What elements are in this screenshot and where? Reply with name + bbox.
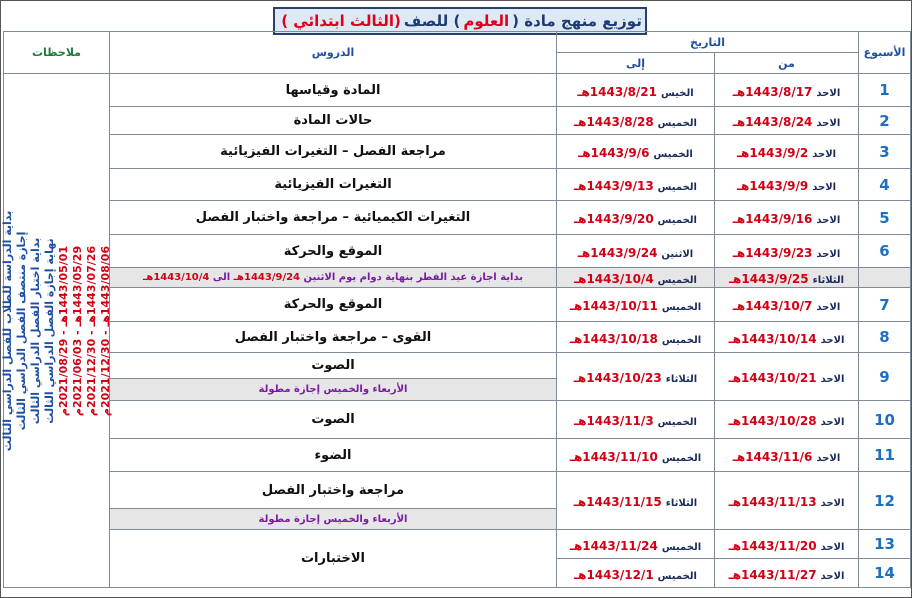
lesson-title: الموقع والحركة [110,288,557,322]
week-number: 8 [859,322,911,353]
header-date: التاريخ [557,32,859,53]
note-date-1: 1443/05/01هـ - 2021/08/29م [56,245,70,416]
table-row [4,201,911,235]
to-date: 1443/11/15هـ [573,495,662,509]
header-notes: ملاحظات [4,32,110,74]
to-date: 1443/9/24هـ [577,245,658,260]
lesson-title: القوى – مراجعة واختبار الفصل [110,322,557,353]
lesson-title: مراجعة واختبار الفصل [110,472,557,509]
lesson-title: التغيرات الكيميائية – مراجعة واختبار الفصل [110,201,557,235]
from-date: 1443/10/7هـ [732,299,813,313]
table-row [4,74,911,107]
to-date: 1443/11/3هـ [574,414,654,428]
from-date: 1443/9/9هـ [736,179,809,193]
week-number: 1 [859,74,911,107]
holiday-note: الأربعاء والخميس إجازة مطولة [110,379,557,401]
title-subject: العلوم [463,12,510,30]
from-day: الاحد [816,118,841,129]
from-date: 1443/11/27هـ [728,567,817,582]
from-date: 1443/11/20هـ [728,538,817,553]
title-part1: توزيع منهج مادة ( [512,12,642,30]
from-cell [715,530,859,559]
from-cell [715,353,859,401]
note-label-3: بداية اختبار الفصل الدراسي الثالث [28,237,42,424]
table-row [4,472,911,509]
to-day: الخميس [657,570,697,582]
week-number: 3 [859,135,911,169]
from-day: الاحد [820,374,845,385]
from-cell [715,288,859,322]
note-date-2: 1443/05/29هـ - 2021/06/03م [70,245,84,416]
from-day: الاحد [812,182,837,193]
from-day: الاحد [820,417,845,428]
to-cell [557,401,715,439]
lesson-title: الصوت [110,401,557,439]
table-row [4,235,911,268]
eid-holiday-row [4,268,911,288]
week-number: 4 [859,169,911,201]
from-day: الاحد [820,334,845,346]
header-lessons: الدروس [110,32,557,74]
from-day: الاحد [820,498,845,509]
from-cell [715,135,859,169]
week-number: 5 [859,201,911,235]
from-cell [715,169,859,201]
table-row [4,322,911,353]
eid-date-b: 1443/10/4هـ [142,272,210,283]
week-number: 9 [859,353,911,401]
week-number: 2 [859,107,911,135]
to-day: الخميس [661,452,702,464]
lesson-title: الموقع والحركة [110,235,557,268]
note-date-4: 1443/08/06هـ - 2021/12/30م [98,245,112,416]
lesson-title: مراجعة الفصل – التغيرات الفيزيائية [110,135,557,169]
header-from: من [715,53,859,74]
to-date: 1443/10/11هـ [569,299,658,313]
from-date: 1443/8/17هـ [732,84,813,99]
to-cell [557,268,715,288]
to-day: الثلاثاء [665,374,698,385]
from-day: الاحد [816,302,841,313]
table-row [4,107,911,135]
title-part2: ) للصف [403,12,461,30]
to-date: 1443/10/23هـ [573,371,662,385]
from-day: الاحد [816,215,841,226]
to-cell [557,135,715,169]
holiday-note: الأربعاء والخميس إجازة مطولة [110,509,557,530]
to-day: الخميس [657,275,697,286]
week-number: 11 [859,439,911,472]
week-number: 10 [859,401,911,439]
from-day: الاحد [820,570,845,582]
lesson-title: المادة وقياسها [110,74,557,107]
table-row [4,353,911,379]
to-cell [557,169,715,201]
to-day: الخميس [657,215,697,226]
to-cell [557,322,715,353]
to-date: 1443/9/13هـ [574,179,654,193]
from-date: 1443/10/21هـ [728,371,817,385]
from-date: 1443/10/14هـ [728,331,817,346]
to-day: الخميس [657,182,697,193]
from-day: الاحد [816,87,841,99]
table-row [4,169,911,201]
table-row [4,439,911,472]
week-number: 6 [859,235,911,268]
header-week: الأسبوع [859,32,911,74]
to-date: 1443/10/4هـ [574,272,654,286]
from-date: 1443/10/28هـ [728,414,817,428]
to-date: 1443/8/28هـ [574,115,654,129]
to-date: 1443/10/18هـ [569,331,658,346]
to-date: 1443/9/6هـ [578,146,650,160]
to-day: الخميس [653,149,693,160]
to-cell [557,74,715,107]
to-day: الخميس [657,118,697,129]
week-bar [859,268,911,288]
header-to: إلى [557,53,715,74]
table-row [4,530,911,559]
to-cell [557,530,715,559]
note-label-1: بداية الدراسة للطلاب للفصل الدراسي الثالث [0,210,14,451]
to-date: 1443/12/1هـ [574,567,654,582]
from-day: الاحد [820,541,845,553]
week-number: 7 [859,288,911,322]
to-cell [557,472,715,530]
to-date: 1443/11/10هـ [569,449,658,464]
from-cell [715,107,859,135]
notes-block [1,86,113,576]
from-cell [715,559,859,588]
from-cell [715,439,859,472]
lesson-title: الاختبارات [110,530,557,588]
to-cell [557,353,715,401]
from-day: الثلاثاء [812,275,845,286]
from-date: 1443/11/6هـ [732,449,813,464]
to-date: 1443/9/20هـ [574,212,654,226]
to-date: 1443/8/21هـ [577,84,658,99]
lesson-title: حالات المادة [110,107,557,135]
notes-cell [0,74,112,588]
from-date: 1443/9/2هـ [736,146,809,160]
to-day: الخميس [661,541,702,553]
to-cell [557,559,715,588]
to-cell [557,235,715,268]
from-cell [715,401,859,439]
note-date-3: 1443/07/26هـ - 2021/12/30م [84,245,98,416]
to-cell [557,288,715,322]
from-date: 1443/9/23هـ [732,245,813,260]
from-day: الاحد [812,149,837,160]
from-day: الاحد [816,452,841,464]
title-grade: (الثالث ابتدائي ) [281,12,401,30]
eid-holiday-text [110,268,557,288]
from-day: الاحد [816,248,841,260]
schedule-table [0,31,911,588]
to-day: الاثنين [661,248,694,260]
from-date: 1443/9/25هـ [728,272,809,286]
lesson-title: التغيرات الفيزيائية [110,169,557,201]
to-day: الثلاثاء [665,498,698,509]
to-cell [557,439,715,472]
from-cell [715,235,859,268]
from-cell [715,472,859,530]
lesson-title: الضوء [110,439,557,472]
table-row [4,288,911,322]
table-row [4,401,911,439]
eid-text-mid: الى [212,272,231,283]
table-row [4,135,911,169]
to-cell [557,201,715,235]
from-date: 1443/8/24هـ [732,115,813,129]
week-number: 14 [859,559,911,588]
lesson-title: الصوت [110,353,557,379]
to-day: الخميس [661,334,702,346]
to-day: الخميس [661,302,702,313]
from-cell [715,201,859,235]
from-cell [715,74,859,107]
eid-date-a: 1443/9/24هـ [233,272,301,283]
eid-text-start: بداية اجازة عيد الفطر بنهاية دوام يوم الاثنين [303,272,523,283]
from-date: 1443/11/13هـ [728,495,817,509]
week-number: 12 [859,472,911,530]
week-number: 13 [859,530,911,559]
from-cell [715,322,859,353]
from-date: 1443/9/16هـ [732,212,813,226]
note-label-2: إجازة منتصف الفصل الدراسي الثالث [14,231,28,430]
to-day: الخيس [661,87,694,99]
from-cell [715,268,859,288]
to-cell [557,107,715,135]
to-date: 1443/11/24هـ [569,538,658,553]
note-label-4: نهاية إجازة الفصل الدراسي الثالث [42,237,56,424]
to-day: الخميس [657,417,697,428]
